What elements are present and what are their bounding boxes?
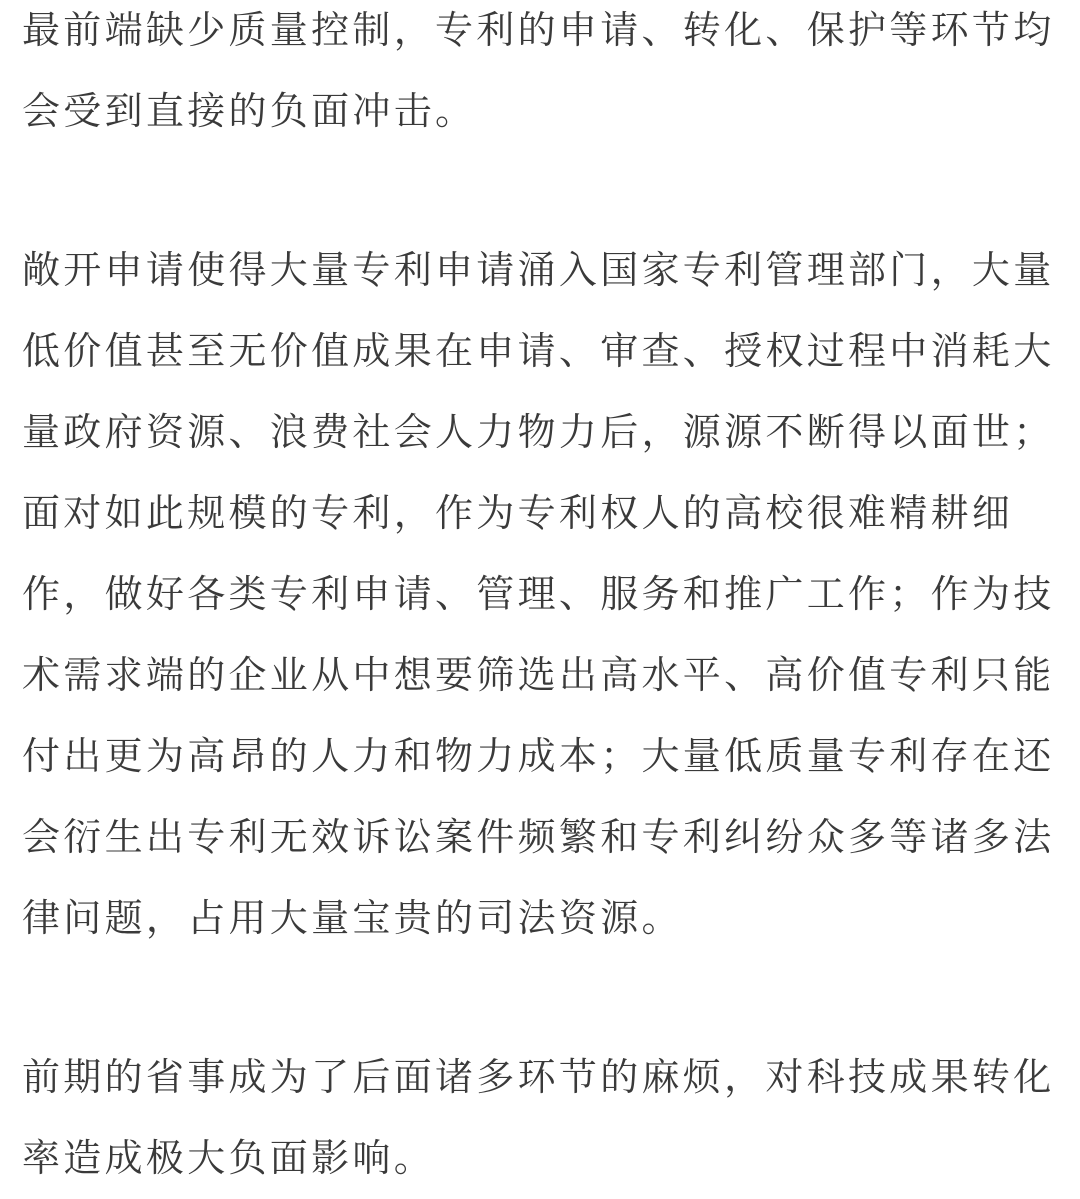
text-line: 会受到直接的负面冲击。 [22,89,477,133]
text-line: 付出更为高昂的人力和物力成本；大量低质量专利存在还 [22,734,1055,778]
text-line: 敞开申请使得大量专利申请涌入国家专利管理部门，大量 [22,248,1055,292]
text-line: 量政府资源、浪费社会人力物力后，源源不断得以面世； [22,410,1055,454]
text-line: 术需求端的企业从中想要筛选出高水平、高价值专利只能 [22,653,1055,697]
paragraph-spacer [22,959,1062,1037]
text-line: 会衍生出专利无效诉讼案件频繁和专利纠纷众多等诸多法 [22,815,1055,859]
text-line: 律问题，占用大量宝贵的司法资源。 [22,896,683,940]
paragraph-3 [22,1037,1062,1199]
article-body [22,0,1062,1199]
paragraph-spacer [22,152,1062,230]
text-line: 最前端缺少质量控制，专利的申请、转化、保护等环节均 [22,8,1055,52]
text-line: 面对如此规模的专利，作为专利权人的高校很难精耕细 [22,491,1014,535]
paragraph-1 [22,0,1062,152]
text-line: 作，做好各类专利申请、管理、服务和推广工作；作为技 [22,572,1055,616]
text-line: 低价值甚至无价值成果在申请、审查、授权过程中消耗大 [22,329,1055,373]
paragraph-2 [22,230,1062,959]
text-line: 率造成极大负面影响。 [22,1136,436,1180]
text-line: 前期的省事成为了后面诸多环节的麻烦，对科技成果转化 [22,1055,1055,1099]
